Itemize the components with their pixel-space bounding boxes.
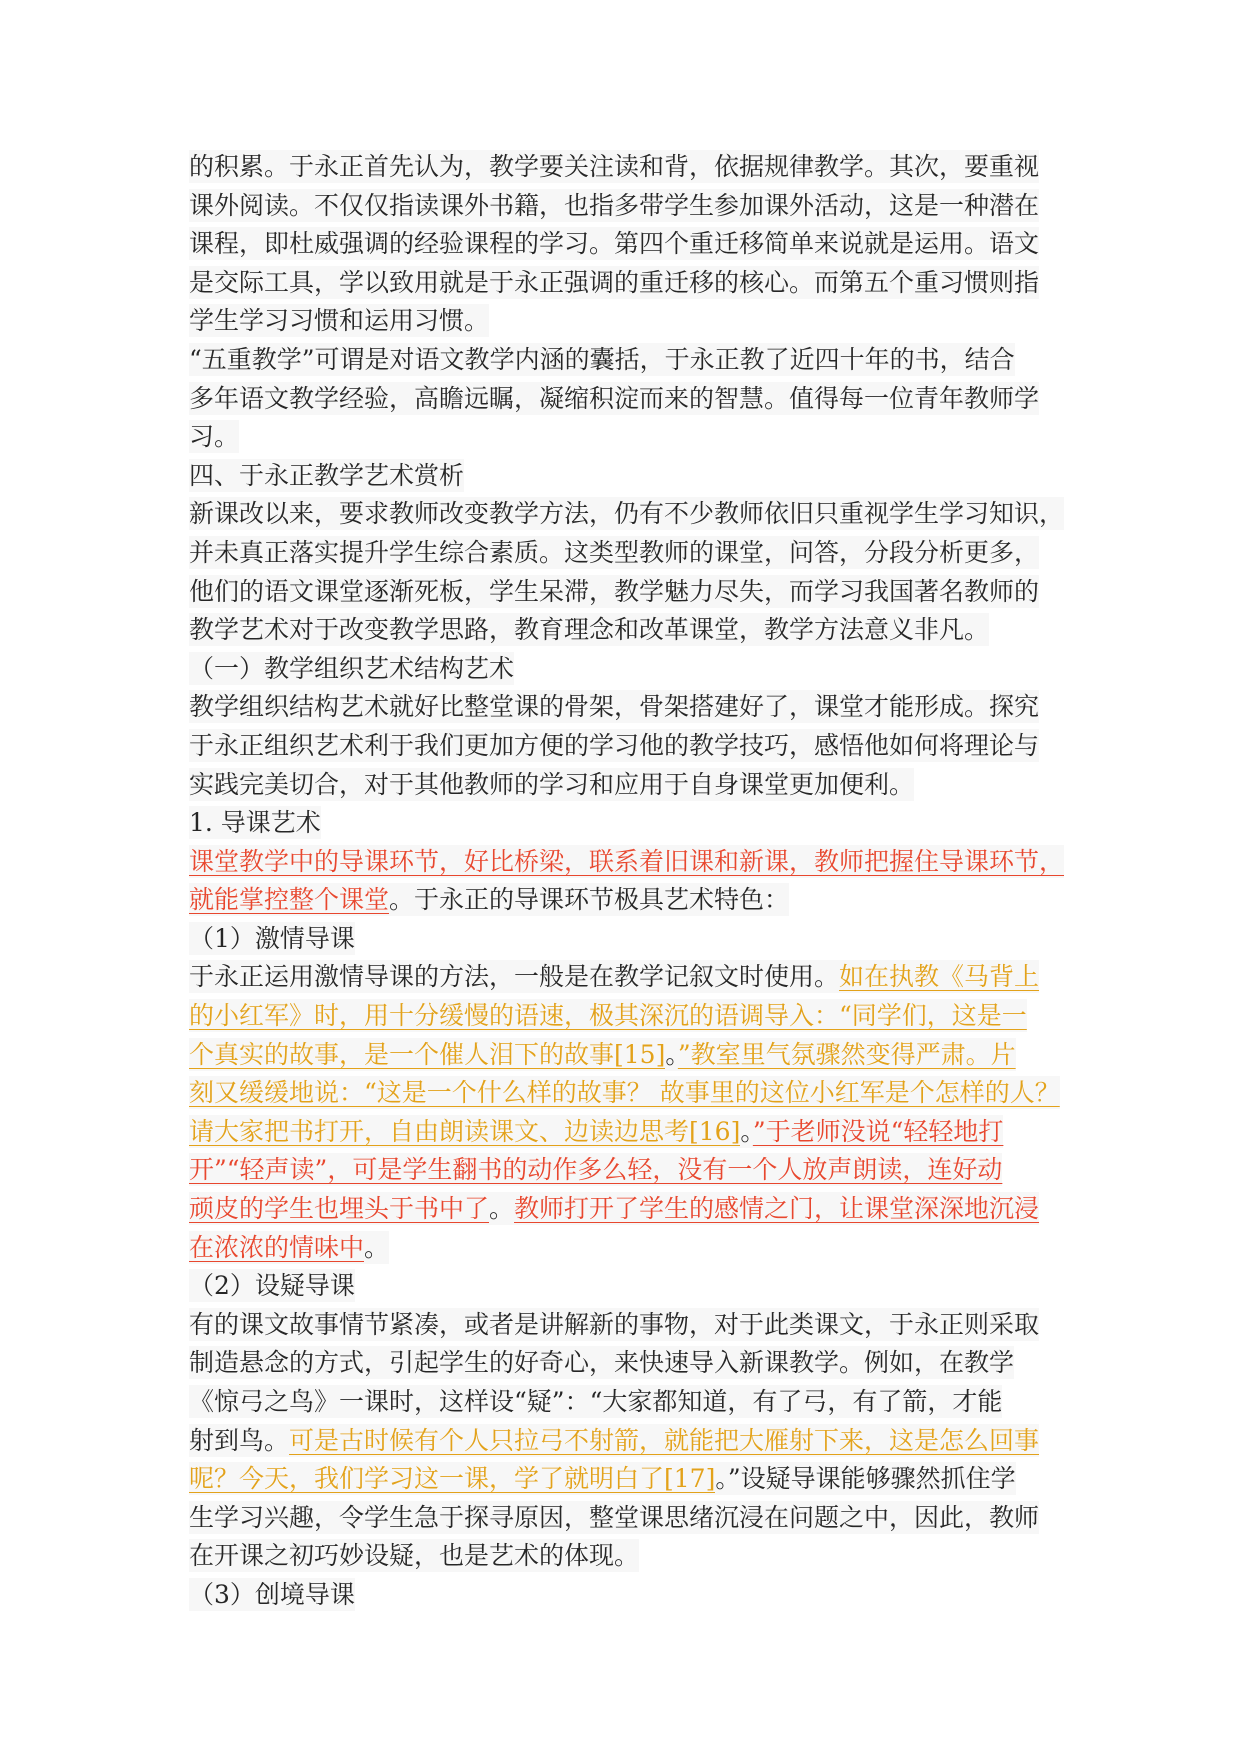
text-line xyxy=(189,1537,1079,1576)
body-text: 1. 导课艺术 xyxy=(189,808,321,838)
body-text: “五重教学”可谓是对语文教学内涵的囊括，于永正教了近四十年的书，结合 xyxy=(189,344,1015,374)
text-line xyxy=(189,225,1079,264)
text-line xyxy=(189,1499,1079,1538)
text-line xyxy=(189,843,1079,882)
text-line xyxy=(189,457,1079,496)
text-line xyxy=(189,380,1079,419)
text-line xyxy=(189,611,1079,650)
text-line xyxy=(189,1306,1079,1345)
text-line xyxy=(189,1190,1079,1229)
body-text: 。 xyxy=(740,1116,753,1146)
body-text: 。 xyxy=(489,1194,515,1224)
text-line xyxy=(189,1460,1079,1499)
body-text: 有的课文故事情节紧凑，或者是讲解新的事物，对于此类课文，于永正则采取 xyxy=(189,1309,1040,1339)
yellow-annotated-text: 请大家把书打开，自由朗读课文、边读边思考[16] xyxy=(189,1116,741,1146)
body-text: （2）设疑导课 xyxy=(189,1271,355,1301)
body-text: 习。 xyxy=(189,422,240,452)
body-text: （1）激情导课 xyxy=(189,923,355,953)
text-line xyxy=(189,804,1079,843)
body-text: 《惊弓之鸟》一课时，这样设“疑”：“大家都知道，有了弓，有了箭，才能 xyxy=(189,1387,1003,1416)
body-text: 四、于永正教学艺术赏析 xyxy=(189,460,465,490)
body-text: 射到鸟。 xyxy=(189,1425,290,1455)
text-line xyxy=(189,1074,1079,1113)
text-line xyxy=(189,302,1079,341)
yellow-annotated-text: 如在执教《马背上 xyxy=(839,962,1040,992)
body-text: 于永正组织艺术利于我们更加方便的学习他的教学技巧，感悟他如何将理论与 xyxy=(189,730,1040,760)
body-text: 制造悬念的方式，引起学生的好奇心，来快速导入新课教学。例如，在教学 xyxy=(189,1348,1015,1378)
text-line xyxy=(189,1576,1079,1615)
text-line xyxy=(189,1422,1079,1461)
red-annotated-text: ”于老师没说“轻轻地打 xyxy=(752,1116,1004,1146)
red-annotated-text: 教师打开了学生的感情之门，让课堂深深地沉浸 xyxy=(514,1194,1040,1224)
text-line xyxy=(189,534,1079,573)
text-line xyxy=(189,187,1079,226)
body-text: 课程，即杜威强调的经验课程的学习。第四个重迁移简单来说就是运用。语文 xyxy=(189,229,1040,259)
body-text: 。”设疑导课能够骤然抓住学 xyxy=(715,1464,1016,1494)
text-line xyxy=(189,573,1079,612)
text-line xyxy=(189,650,1079,689)
body-text: 是交际工具，学以致用就是于永正强调的重迁移的核心。而第五个重习惯则指 xyxy=(189,267,1040,297)
text-line xyxy=(189,766,1079,805)
text-line xyxy=(189,1113,1079,1152)
text-line xyxy=(189,881,1079,920)
text-line xyxy=(189,997,1079,1036)
text-line xyxy=(189,727,1079,766)
text-line xyxy=(189,341,1079,380)
body-text: 多年语文教学经验，高瞻远瞩，凝缩积淀而来的智慧。值得每一位青年教师学 xyxy=(189,383,1040,413)
text-line xyxy=(189,495,1079,534)
text-line xyxy=(189,688,1079,727)
body-text: 新课改以来，要求教师改变教学方法，仍有不少教师依旧只重视学生学习知识， xyxy=(189,499,1065,529)
text-line xyxy=(189,148,1079,187)
text-line xyxy=(189,1344,1079,1383)
body-text: 在开课之初巧妙设疑，也是艺术的体现。 xyxy=(189,1541,640,1571)
document-body xyxy=(189,148,1079,1615)
text-line xyxy=(189,1267,1079,1306)
text-line xyxy=(189,1229,1079,1268)
text-line xyxy=(189,264,1079,303)
yellow-annotated-text: 的小红军》时，用十分缓慢的语速，极其深沉的语调导入：“同学们，这是一 xyxy=(189,1001,1027,1031)
body-text: 并未真正落实提升学生综合素质。这类型教师的课堂，问答，分段分析更多， xyxy=(189,537,1040,567)
body-text: 教学组织结构艺术就好比整堂课的骨架，骨架搭建好了，课堂才能形成。探究 xyxy=(189,692,1040,722)
body-text: 课外阅读。不仅仅指读课外书籍，也指多带学生参加课外活动，这是一种潜在 xyxy=(189,190,1040,220)
body-text: 于永正运用激情导课的方法，一般是在教学记叙文时使用。 xyxy=(189,962,840,992)
body-text: 。 xyxy=(364,1232,390,1262)
body-text: （一）教学组织艺术结构艺术 xyxy=(189,653,515,683)
red-annotated-text: 顽皮的学生也埋头于书中了 xyxy=(189,1194,490,1224)
text-line xyxy=(189,418,1079,457)
text-line xyxy=(189,1036,1079,1075)
body-text: 实践完美切合，对于其他教师的学习和应用于自身课堂更加便利。 xyxy=(189,769,915,799)
red-annotated-text: 就能掌控整个课堂 xyxy=(189,885,390,915)
yellow-annotated-text: 可是古时候有个人只拉弓不射箭，就能把大雁射下来，这是怎么回事 xyxy=(289,1425,1040,1455)
yellow-annotated-text: 呢？今天，我们学习这一课，学了就明白了[17] xyxy=(189,1464,716,1494)
text-line xyxy=(189,958,1079,997)
red-annotated-text: 课堂教学中的导课环节，好比桥梁，联系着旧课和新课，教师把握住导课环节， xyxy=(189,846,1065,876)
body-text: 他们的语文课堂逐渐死板，学生呆滞，教学魅力尽失，而学习我国著名教师的 xyxy=(189,576,1040,606)
body-text: 的积累。于永正首先认为，教学要关注读和背，依据规律教学。其次，要重视 xyxy=(189,152,1040,181)
text-line xyxy=(189,1151,1079,1190)
text-line xyxy=(189,1383,1079,1422)
yellow-annotated-text: 个真实的故事，是一个催人泪下的故事[15] xyxy=(189,1039,666,1069)
body-text: 。 xyxy=(665,1039,678,1069)
body-text: 教学艺术对于改变教学思路，教育理念和改革课堂，教学方法意义非凡。 xyxy=(189,615,990,645)
body-text: 。于永正的导课环节极具艺术特色： xyxy=(389,885,790,915)
text-line xyxy=(189,920,1079,959)
body-text: 学生学习习惯和运用习惯。 xyxy=(189,306,490,336)
body-text: 生学习兴趣，令学生急于探寻原因，整堂课思绪沉浸在问题之中，因此，教师 xyxy=(189,1502,1040,1532)
red-annotated-text: 在浓浓的情味中 xyxy=(189,1232,365,1262)
body-text: （3）创境导课 xyxy=(189,1579,355,1609)
red-annotated-text: 开”“轻声读”，可是学生翻书的动作多么轻，没有一个人放声朗读，连好动 xyxy=(189,1155,1003,1185)
yellow-annotated-text: 刻又缓缓地说：“这是一个什么样的故事？ 故事里的这位小红军是个怎样的人？ xyxy=(189,1078,1060,1108)
yellow-annotated-text: ”教室里气氛骤然变得严肃。片 xyxy=(677,1039,1016,1069)
